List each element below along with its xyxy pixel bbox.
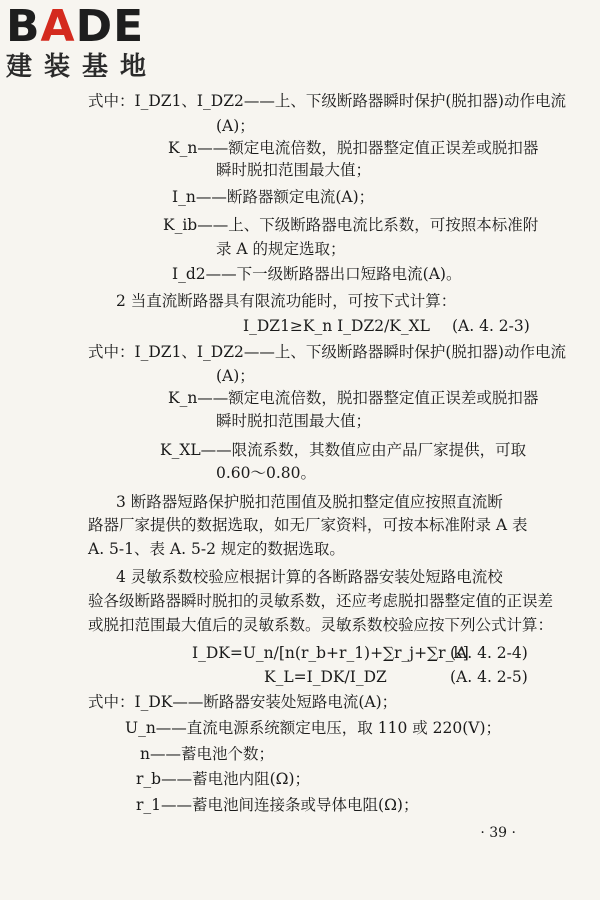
logo-subtitle: 建装基地: [6, 52, 159, 82]
text-line: K_n——额定电流倍数，脱扣器整定值正误差或脱扣器: [168, 389, 539, 407]
text-line: n——蓄电池个数；: [140, 745, 274, 763]
text-line: 式中：I_DZ1、I_DZ2——上、下级断路器瞬时保护(脱扣器)动作电流: [88, 92, 566, 110]
text-line: 式中：I_DZ1、I_DZ2——上、下级断路器瞬时保护(脱扣器)动作电流: [88, 343, 566, 361]
equation: I_DZ1≥K_n I_DZ2/K_XL: [243, 317, 430, 335]
text-line: 录 A 的规定选取；: [216, 240, 346, 258]
text-line: 验各级断路器瞬时脱扣的灵敏系数，还应考虑脱扣器整定值的正误差: [88, 592, 554, 610]
text-line: 瞬时脱扣范围最大值；: [216, 412, 372, 430]
logo-wordmark: BADE: [6, 1, 145, 52]
text-line: 式中：I_DK——断路器安装处短路电流(A)；: [88, 693, 398, 711]
text-line: 3 断路器短路保护脱扣范围值及脱扣整定值应按照直流断: [116, 493, 503, 511]
equation-number: (A. 4. 2-4): [450, 644, 528, 662]
equation: I_DK=U_n/[n(r_b+r_1)+∑r_j+∑r_k]: [192, 644, 469, 662]
text-line: (A)；: [216, 367, 255, 385]
text-line: I_d2——下一级断路器出口短路电流(A)。: [172, 265, 462, 283]
text-line: K_XL——限流系数，其数值应由产品厂家提供，可取: [160, 441, 527, 459]
text-line: K_ib——上、下级断路器电流比系数，可按照本标准附: [163, 216, 539, 234]
equation-number: (A. 4. 2-5): [450, 668, 528, 686]
text-line: U_n——直流电源系统额定电压，取 110 或 220(V)；: [125, 719, 502, 737]
text-line: 4 灵敏系数校验应根据计算的各断路器安装处短路电流校: [116, 568, 503, 586]
text-line: 瞬时脱扣范围最大值；: [216, 161, 372, 179]
text-line: (A)；: [216, 117, 255, 135]
equation-number: (A. 4. 2-3): [452, 317, 530, 335]
text-line: I_n——断路器额定电流(A)；: [172, 188, 375, 206]
text-line: 0.60～0.80。: [216, 464, 317, 482]
equation: K_L=I_DK/I_DZ: [264, 668, 387, 686]
text-line: r_1——蓄电池间连接条或导体电阻(Ω)；: [136, 796, 419, 814]
text-line: 路器厂家提供的数据选取，如无厂家资料，可按本标准附录 A 表: [88, 516, 528, 534]
text-line: A. 5-1、表 A. 5-2 规定的数据选取。: [88, 540, 345, 558]
text-line: K_n——额定电流倍数，脱扣器整定值正误差或脱扣器: [168, 139, 539, 157]
page-number: · 39 ·: [480, 825, 516, 841]
text-line: 2 当直流断路器具有限流功能时，可按下式计算：: [116, 292, 457, 310]
text-line: r_b——蓄电池内阻(Ω)；: [136, 770, 311, 788]
bade-logo: [6, 1, 186, 82]
text-line: 或脱扣范围最大值后的灵敏系数。灵敏系数校验应按下列公式计算：: [88, 616, 554, 634]
